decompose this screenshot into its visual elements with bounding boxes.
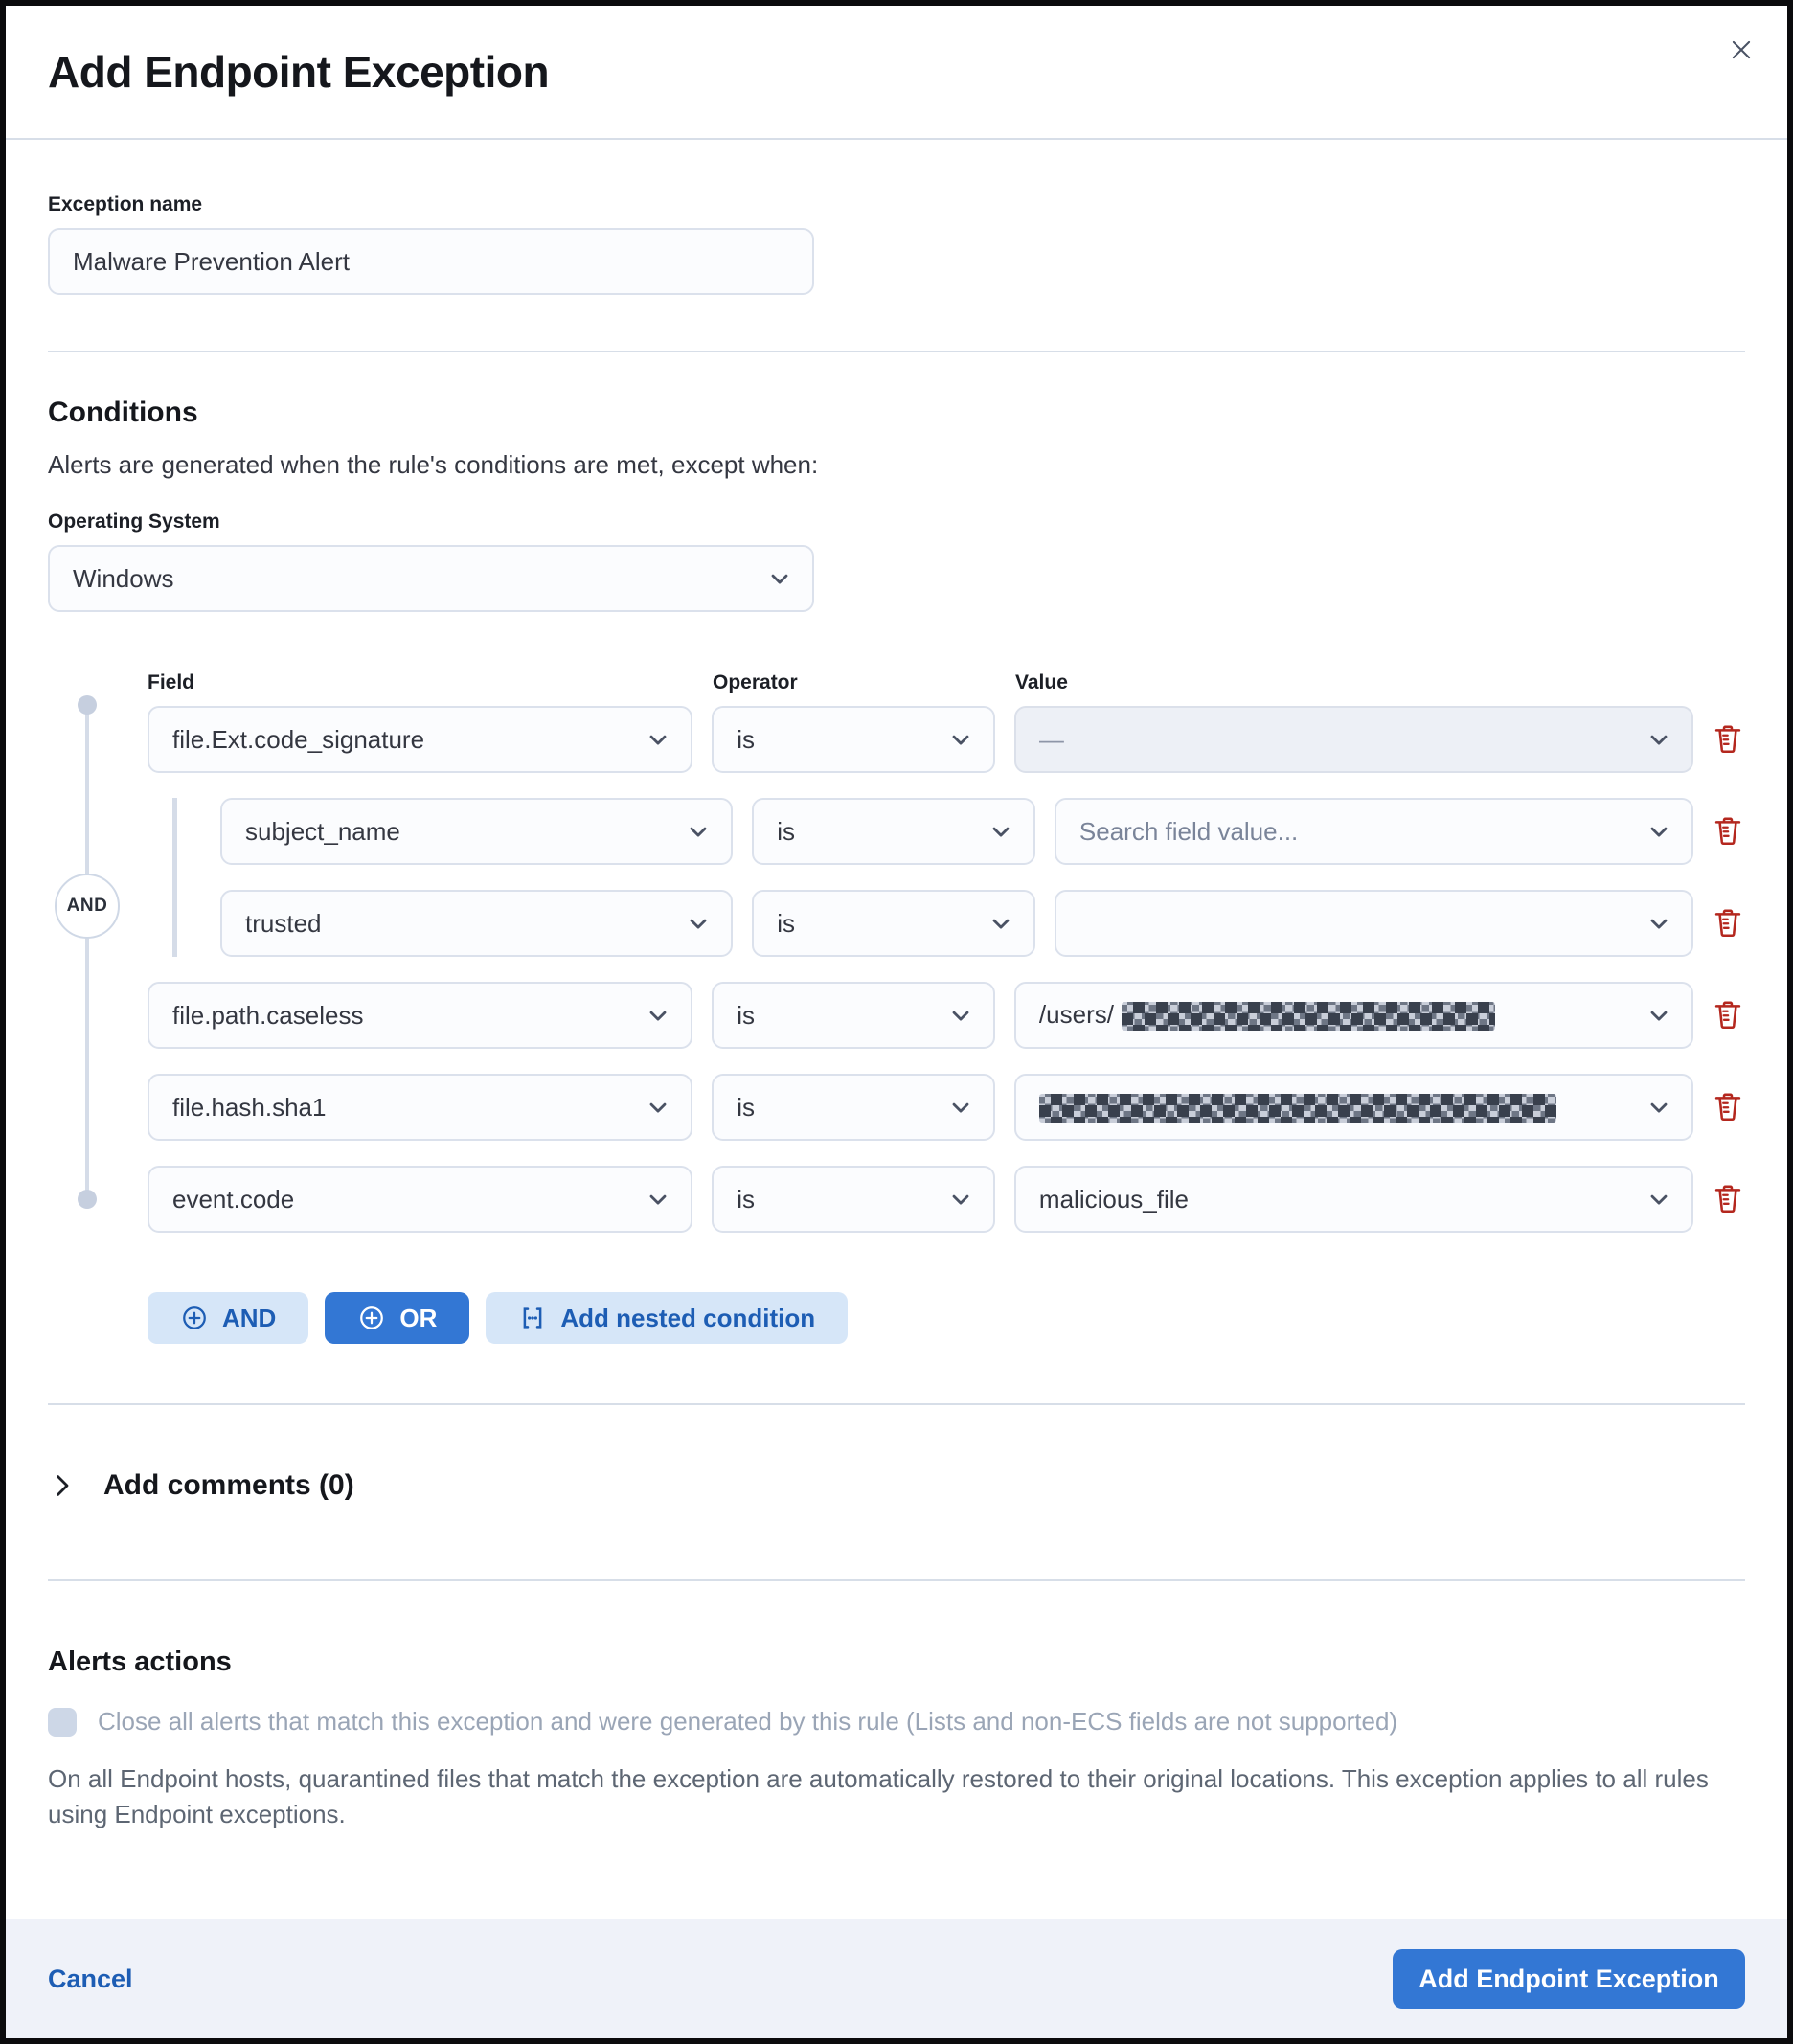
chevron-down-icon — [1645, 726, 1672, 753]
field-select[interactable] — [220, 798, 733, 865]
operator-select-value: is — [737, 724, 756, 754]
operator-select-value: is — [737, 1000, 756, 1030]
add-and-button[interactable]: AND — [148, 1292, 308, 1344]
chevron-down-icon — [685, 818, 712, 845]
value-combobox[interactable] — [1014, 1074, 1693, 1141]
value-column-header: Value — [1015, 671, 1068, 693]
and-connector-badge: AND — [55, 874, 120, 939]
cancel-button[interactable]: Cancel — [48, 1964, 133, 1993]
operator-select-value: is — [777, 816, 796, 846]
chevron-down-icon — [947, 1094, 974, 1121]
field-select[interactable] — [148, 1166, 692, 1233]
condition-row — [48, 706, 1745, 773]
operator-select[interactable] — [712, 1166, 995, 1233]
add-endpoint-exception-button[interactable]: Add Endpoint Exception — [1393, 1949, 1745, 2009]
os-select[interactable] — [48, 545, 814, 612]
plus-circle-icon — [357, 1304, 386, 1332]
close-alerts-checkbox-row — [48, 1707, 1745, 1737]
os-select-value: Windows — [73, 563, 174, 593]
operator-select[interactable] — [712, 1074, 995, 1141]
chevron-down-icon — [987, 818, 1014, 845]
add-or-button[interactable]: OR — [325, 1292, 469, 1344]
operator-select[interactable] — [712, 706, 995, 773]
chevron-down-icon — [1645, 1094, 1672, 1121]
chevron-down-icon — [947, 1186, 974, 1213]
field-select-value: subject_name — [245, 816, 400, 846]
divider — [48, 1403, 1745, 1405]
divider — [48, 351, 1745, 352]
os-label: Operating System — [48, 511, 220, 533]
value-combobox[interactable] — [1014, 982, 1693, 1049]
alerts-actions-heading: Alerts actions — [48, 1647, 232, 1677]
operator-select-value: is — [777, 908, 796, 938]
field-select-value: event.code — [172, 1184, 295, 1214]
operator-column-header: Operator — [713, 671, 798, 693]
field-select[interactable] — [220, 890, 733, 957]
field-select-value: file.Ext.code_signature — [172, 724, 425, 754]
condition-row — [48, 1074, 1745, 1141]
chevron-down-icon — [947, 726, 974, 753]
trash-icon[interactable] — [1711, 1182, 1745, 1216]
value-placeholder: Search field value... — [1078, 816, 1299, 846]
chevron-down-icon — [645, 1002, 671, 1029]
trash-icon[interactable] — [1711, 722, 1745, 757]
chevron-down-icon — [1645, 818, 1672, 845]
field-select[interactable] — [148, 982, 692, 1049]
value-select-disabled — [1014, 706, 1693, 773]
conditions-description: Alerts are generated when the rule's conditions are met, except when: — [48, 450, 819, 479]
field-select-value: file.hash.sha1 — [172, 1092, 327, 1122]
field-select[interactable] — [148, 1074, 692, 1141]
value-select-value: malicious_file — [1038, 1184, 1189, 1214]
value-combobox[interactable] — [1055, 890, 1693, 957]
condition-rows — [48, 706, 1745, 1233]
field-select[interactable] — [148, 706, 692, 773]
modal-header — [6, 6, 1787, 140]
redacted-pixelated-value — [1122, 1002, 1495, 1031]
close-icon[interactable] — [1720, 29, 1762, 71]
operator-select[interactable] — [712, 982, 995, 1049]
exception-name-block — [48, 193, 1745, 295]
condition-buttons — [148, 1292, 1745, 1344]
operator-select[interactable] — [752, 798, 1035, 865]
chevron-down-icon — [645, 1094, 671, 1121]
chevron-down-icon — [685, 910, 712, 937]
trash-icon[interactable] — [1711, 814, 1745, 849]
add-nested-condition-button[interactable]: Add nested condition — [486, 1292, 848, 1344]
condition-builder — [48, 671, 1745, 1344]
add-comments-accordion[interactable] — [48, 1466, 1745, 1505]
field-select-value: trusted — [245, 908, 322, 938]
exception-name-label: Exception name — [48, 193, 203, 216]
chevron-down-icon — [645, 1186, 671, 1213]
field-column-header: Field — [148, 671, 195, 693]
operator-select-value: is — [737, 1092, 756, 1122]
divider — [48, 1579, 1745, 1581]
nested-connector-bar — [172, 798, 177, 890]
nested-connector-bar — [172, 890, 177, 957]
value-redacted-path: /users/ — [1039, 1000, 1634, 1031]
endpoint-quarantine-note: On all Endpoint hosts, quarantined files that match the exception are automatically restored to their original locations. This exception applies to all rules using Endpoint exceptions. — [48, 1764, 1709, 1828]
modal-footer — [6, 1919, 1787, 2038]
exception-name-input[interactable] — [48, 228, 814, 295]
chevron-down-icon — [1645, 1002, 1672, 1029]
chevron-down-icon — [987, 910, 1014, 937]
operator-select-value: is — [737, 1184, 756, 1214]
modal-body — [6, 140, 1787, 1919]
redacted-pixelated-value — [1039, 1094, 1556, 1123]
close-alerts-checkbox[interactable] — [48, 1708, 77, 1737]
condition-row — [48, 982, 1745, 1049]
field-select-value: file.path.caseless — [172, 1000, 364, 1030]
value-select-value: — — [1038, 724, 1064, 754]
condition-row — [48, 1166, 1745, 1233]
close-alerts-checkbox-label: Close all alerts that match this exception and were generated by this rule (Lists and non-ECS fields are not supported) — [98, 1707, 1398, 1736]
value-combobox[interactable] — [1014, 1166, 1693, 1233]
add-comments-label: Add comments (0) — [103, 1469, 354, 1501]
chevron-down-icon — [1645, 910, 1672, 937]
operator-select[interactable] — [752, 890, 1035, 957]
trash-icon[interactable] — [1711, 906, 1745, 941]
chevron-right-icon — [48, 1471, 77, 1500]
plus-circle-icon — [180, 1304, 209, 1332]
condition-row-nested — [48, 890, 1745, 957]
trash-icon[interactable] — [1711, 998, 1745, 1033]
chevron-down-icon — [947, 1002, 974, 1029]
value-combobox[interactable] — [1055, 798, 1693, 865]
nested-brackets-icon — [518, 1304, 547, 1332]
chevron-down-icon — [645, 726, 671, 753]
condition-row-nested — [48, 798, 1745, 865]
modal-title: Add Endpoint Exception — [48, 47, 550, 97]
chevron-down-icon — [766, 565, 793, 592]
column-headers — [148, 671, 1745, 694]
value-redacted-hash — [1039, 1092, 1634, 1123]
trash-icon[interactable] — [1711, 1090, 1745, 1124]
conditions-heading: Conditions — [48, 397, 198, 428]
chevron-down-icon — [1645, 1186, 1672, 1213]
